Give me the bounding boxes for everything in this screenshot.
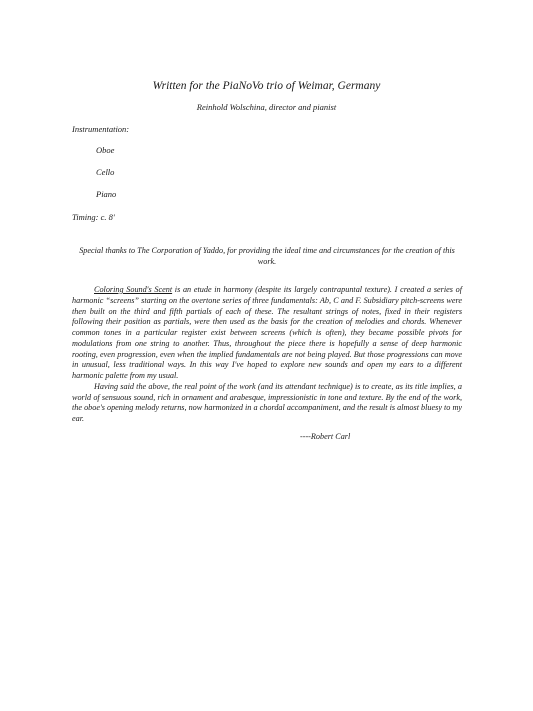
instrumentation-label: Instrumentation: (72, 124, 130, 134)
acknowledgement: Special thanks to The Corporation of Yaddo, for providing the ideal time and circumstances for the creation of this work. (79, 246, 455, 266)
dedication-title: Written for the PiaNoVo trio of Weimar, Germany (152, 80, 381, 92)
notes-paragraph-1-text: is an etude in harmony (despite its largely contrapuntal texture). I created a series of harmonic “screens” starting on the overtone series of three fundamentals: Ab, C and F. Subsidiary pitch-screens were then built on the third and fifth partials of each of these. The resultant strings of notes, fixed in their registers following their position as partials, were then used as the basis for the creation of melodies and chords. Whenever common tones in a particular register exist between screens (which is often), they became possible pivots for modulations from one string to another. Thus, throughout the piece there is hopefully a sense of deep harmonic rooting, even progression, even when the implied fundamentals are not being played. But those progressions can move in unusual, less traditional ways. In this way I've hoped to explore new sounds and open my ears to a different harmonic palette from my usual. (72, 285, 462, 380)
notes-paragraph-2: Having said the above, the real point of the work (and its attendant technique) is to create, as its title implies, a world of sensuous sound, rich in ornament and arabesque, impressionistic in tone and texture. By the end of the work, the oboe's opening melody returns, now harmonized in a chordal accompaniment, and the result is almost bluesy to my ear. (72, 381, 462, 423)
timing-line: Timing: c. 8' (72, 212, 115, 222)
instrument-cello: Cello (96, 167, 115, 177)
dedication-subtitle: Reinhold Wolschina, director and pianist (196, 102, 337, 112)
work-title: Coloring Sound's Scent (94, 285, 173, 294)
program-notes (72, 285, 462, 425)
notes-paragraph-1 (72, 285, 462, 382)
instrument-oboe: Oboe (96, 145, 115, 155)
instrument-piano: Piano (96, 189, 117, 199)
signature: ----Robert Carl (300, 432, 351, 441)
